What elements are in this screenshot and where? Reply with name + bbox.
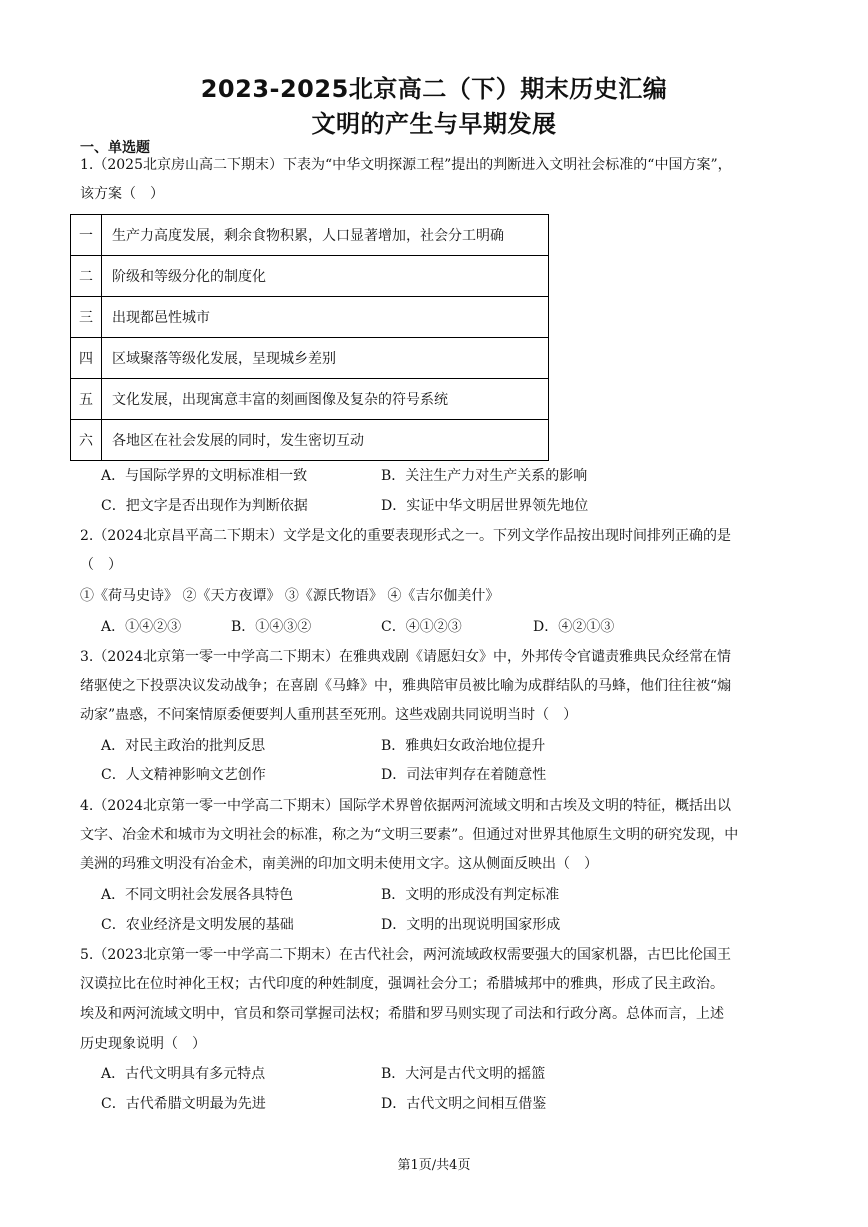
q5-stem-line1: 5.（2023北京第一零一中学高二下期末）在古代社会，两河流域政权需要强大的国家机器，古巴比伦国王 [80, 947, 731, 963]
q5-stem-line4: 历史现象说明（ ） [80, 1036, 206, 1052]
row-number: 二 [71, 256, 102, 297]
q1-stem-line1: 1.（2025北京房山高二下期末）下表为“中华文明探源工程”提出的判断进入文明社会标准的“中国方案”， [80, 157, 732, 173]
q3-stem-line1: 3.（2024北京第一零一中学高二下期末）在雅典戏剧《请愿妇女》中，外邦传令官谴责雅典民众经常在情 [80, 649, 731, 665]
table-row [71, 379, 549, 420]
q2-option-b: B．①④③② [231, 619, 312, 635]
q4-stem-line2: 文字、冶金术和城市为文明社会的标准，称之为“文明三要素”。但通过对世界其他原生文明的研究发现，中 [80, 827, 739, 843]
q4-option-c: C．农业经济是文明发展的基础 [101, 917, 294, 933]
table-row [71, 338, 549, 379]
q2-stem-line1: 2.（2024北京昌平高二下期末）文学是文化的重要表现形式之一。下列文学作品按出现时间排列正确的是 [80, 528, 731, 544]
q1-option-b: B．关注生产力对生产关系的影响 [381, 468, 588, 484]
q4-option-d: D．文明的出现说明国家形成 [381, 917, 561, 933]
q4-stem-line3: 美洲的玛雅文明没有冶金术，南美洲的印加文明未使用文字。这从侧面反映出（ ） [80, 856, 598, 872]
document-subtitle: 文明的产生与早期发展 [311, 110, 557, 138]
q1-option-d: D．实证中华文明居世界领先地位 [381, 498, 589, 514]
table-row [71, 256, 549, 297]
q5-stem-line3: 埃及和两河流域文明中，官员和祭司掌握司法权；希腊和罗马则实现了司法和行政分离。总体而言，上述 [80, 1006, 724, 1022]
row-text: 区域聚落等级化发展，呈现城乡差别 [102, 338, 549, 379]
document-title: 2023-2025北京高二（下）期末历史汇编 [200, 75, 668, 103]
row-text: 出现都邑性城市 [102, 297, 549, 338]
q5-option-a: A．古代文明具有多元特点 [101, 1066, 266, 1082]
table-row [71, 297, 549, 338]
q3-option-a: A．对民主政治的批判反思 [101, 738, 266, 754]
table-row [71, 420, 549, 461]
q1-option-c: C．把文字是否出现作为判断依据 [101, 498, 308, 514]
q1-option-a: A．与国际学界的文明标准相一致 [101, 468, 308, 484]
row-text: 文化发展，出现寓意丰富的刻画图像及复杂的符号系统 [102, 379, 549, 420]
table-row [71, 215, 549, 256]
q3-option-d: D．司法审判存在着随意性 [381, 767, 547, 783]
row-number: 五 [71, 379, 102, 420]
q3-option-b: B．雅典妇女政治地位提升 [381, 738, 546, 754]
q5-stem-line2: 汉谟拉比在位时神化王权；古代印度的种姓制度，强调社会分工；希腊城邦中的雅典，形成了民主政治。 [80, 976, 724, 992]
row-text: 各地区在社会发展的同时，发生密切互动 [102, 420, 549, 461]
q2-option-d: D．④②①③ [533, 619, 615, 635]
q3-option-c: C．人文精神影响文艺创作 [101, 767, 266, 783]
q5-option-d: D．古代文明之间相互借鉴 [381, 1096, 547, 1112]
row-number: 六 [71, 420, 102, 461]
q2-works-list: ①《荷马史诗》 ②《天方夜谭》 ③《源氏物语》 ④《吉尔伽美什》 [80, 588, 500, 604]
page-number: 第1页/共4页 [397, 1158, 471, 1173]
q4-option-a: A．不同文明社会发展各具特色 [101, 887, 294, 903]
row-number: 四 [71, 338, 102, 379]
criteria-table [70, 214, 549, 461]
row-text: 阶级和等级分化的制度化 [102, 256, 549, 297]
q2-stem-line2: （ ） [80, 557, 122, 573]
q5-option-b: B．大河是古代文明的摇篮 [381, 1066, 546, 1082]
row-number: 一 [71, 215, 102, 256]
q2-option-a: A．①④②③ [101, 619, 182, 635]
section-heading: 一、单选题 [80, 140, 150, 156]
q5-option-c: C．古代希腊文明最为先进 [101, 1096, 266, 1112]
row-number: 三 [71, 297, 102, 338]
q3-stem-line3: 动家”蛊惑，不问案情原委便要判人重刑甚至死刑。这些戏剧共同说明当时（ ） [80, 707, 578, 723]
q4-stem-line1: 4.（2024北京第一零一中学高二下期末）国际学术界曾依据两河流域文明和古埃及文明的特征，概括出以 [80, 798, 731, 814]
q1-stem-line2: 该方案（ ） [80, 186, 164, 202]
q4-option-b: B．文明的形成没有判定标准 [381, 887, 560, 903]
q3-stem-line2: 绪驱使之下投票决议发动战争；在喜剧《马蜂》中，雅典陪审员被比喻为成群结队的马蜂，他们往往被“煽 [80, 678, 732, 694]
row-text: 生产力高度发展，剩余食物积累，人口显著增加，社会分工明确 [102, 215, 549, 256]
q2-option-c: C．④①②③ [381, 619, 462, 635]
